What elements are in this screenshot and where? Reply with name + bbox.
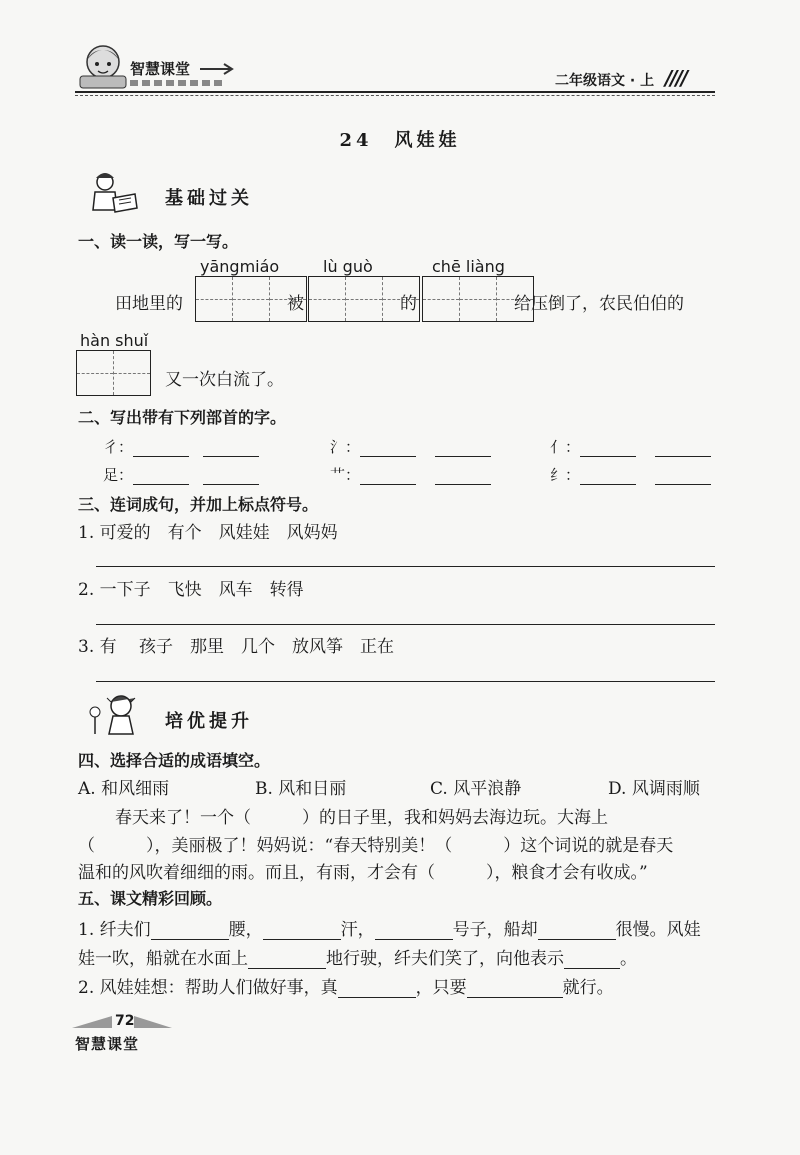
page-number: 72 bbox=[115, 1013, 135, 1029]
q5-text: 就行。 bbox=[562, 978, 614, 998]
section-basic-title: 基础过关 bbox=[165, 188, 253, 209]
section-advanced-title: 培优提升 bbox=[165, 711, 253, 732]
radical-row2 bbox=[103, 464, 259, 485]
q5-text: 地行驶，纤夫们笑了，向他表示 bbox=[326, 949, 564, 969]
answer-blank[interactable] bbox=[151, 925, 229, 940]
answer-line-1[interactable] bbox=[96, 566, 715, 567]
answer-line-2[interactable] bbox=[96, 624, 715, 625]
radical-row1 bbox=[103, 436, 259, 457]
answer-blank[interactable] bbox=[360, 470, 416, 485]
q1-text-3: 的 bbox=[400, 294, 417, 314]
answer-blank[interactable] bbox=[655, 470, 711, 485]
q5-line-3 bbox=[78, 973, 614, 998]
q1-heading: 一、读一读，写一写。 bbox=[78, 232, 239, 251]
q3-heading: 三、连词成句，并加上标点符号。 bbox=[78, 495, 319, 514]
q4-paragraph-1: 春天来了！一个（ ）的日子里，我和妈妈去海边玩。大海上 bbox=[115, 808, 608, 828]
radical-label: 亻： bbox=[550, 438, 581, 456]
arrow-icon bbox=[200, 62, 236, 76]
q3-item-1: 1. 可爱的 有个 风娃娃 风妈妈 bbox=[78, 523, 338, 543]
radical-label: 彳： bbox=[103, 438, 134, 456]
header-girl-illustration bbox=[76, 40, 130, 92]
pinyin-2: lù guò bbox=[323, 257, 373, 276]
q5-text: 很慢。风娃 bbox=[615, 920, 701, 940]
answer-blank[interactable] bbox=[467, 983, 563, 998]
q5-line-1 bbox=[78, 915, 701, 940]
radical-label: 足： bbox=[103, 466, 134, 484]
answer-blank[interactable] bbox=[203, 442, 259, 457]
q1-text-4: 给压倒了，农民伯伯的 bbox=[514, 294, 684, 314]
radical-row2b bbox=[330, 464, 491, 485]
q5-text: 2. 风娃娃想：帮助人们做好事，真 bbox=[78, 978, 338, 998]
answer-blank[interactable] bbox=[263, 925, 341, 940]
radical-row1c bbox=[550, 436, 711, 457]
q5-text: 号子，船却 bbox=[452, 920, 538, 940]
q5-text: 1. 纤夫们 bbox=[78, 920, 151, 940]
q5-heading: 五、课文精彩回顾。 bbox=[78, 889, 223, 908]
boy-reading-icon bbox=[83, 170, 143, 218]
header-grade: 二年级语文 · 上 bbox=[555, 73, 655, 89]
header-dots-decoration bbox=[130, 78, 240, 88]
footer-brand: 智慧课堂 bbox=[75, 1035, 140, 1053]
option-b: B. 风和日丽 bbox=[255, 779, 347, 799]
header-slashes: //// bbox=[665, 66, 687, 90]
header-rule bbox=[75, 91, 715, 93]
q5-text: 腰， bbox=[228, 920, 263, 940]
answer-blank[interactable] bbox=[655, 442, 711, 457]
pinyin-3: chē liàng bbox=[432, 257, 505, 276]
pinyin-4: hàn shuǐ bbox=[80, 331, 149, 350]
q4-paragraph-3: 温和的风吹着细细的雨。而且，有雨，才会有（ ），粮食才会有收成。” bbox=[78, 863, 648, 883]
q1-text-1: 田地里的 bbox=[115, 294, 183, 314]
radical-label: 艹： bbox=[330, 466, 361, 484]
answer-blank[interactable] bbox=[580, 470, 636, 485]
answer-line-3[interactable] bbox=[96, 681, 715, 682]
q5-text: 汗， bbox=[340, 920, 375, 940]
q3-item-2: 2. 一下子 飞快 风车 转得 bbox=[78, 580, 304, 600]
q5-line-2 bbox=[78, 944, 637, 969]
q1-text-2: 被 bbox=[287, 294, 304, 314]
answer-blank[interactable] bbox=[133, 442, 189, 457]
answer-blank[interactable] bbox=[133, 470, 189, 485]
answer-blank[interactable] bbox=[435, 442, 491, 457]
q5-text: ，只要 bbox=[415, 978, 467, 998]
answer-blank[interactable] bbox=[538, 925, 616, 940]
q1-text-5: 又一次白流了。 bbox=[165, 370, 284, 390]
writing-grid-4[interactable] bbox=[76, 350, 151, 396]
option-a: A. 和风细雨 bbox=[78, 779, 170, 799]
q4-paragraph-2: （ ），美丽极了！妈妈说：“春天特别美！（ ）这个词说的就是春天 bbox=[78, 836, 674, 856]
header-rule-dashed bbox=[75, 95, 715, 96]
answer-blank[interactable] bbox=[435, 470, 491, 485]
answer-blank[interactable] bbox=[360, 442, 416, 457]
radical-row1b bbox=[330, 436, 491, 457]
q5-text: 。 bbox=[620, 949, 637, 969]
answer-blank[interactable] bbox=[338, 983, 416, 998]
answer-blank[interactable] bbox=[248, 954, 326, 969]
q5-text: 娃一吹，船就在水面上 bbox=[78, 949, 248, 969]
q2-heading: 二、写出带有下列部首的字。 bbox=[78, 408, 287, 427]
answer-blank[interactable] bbox=[375, 925, 453, 940]
option-c: C. 风平浪静 bbox=[430, 779, 522, 799]
pinyin-1: yāngmiáo bbox=[200, 257, 280, 276]
option-d: D. 风调雨顺 bbox=[608, 779, 700, 799]
radical-label: 氵： bbox=[330, 438, 361, 456]
radical-label: 纟： bbox=[550, 466, 581, 484]
q4-heading: 四、选择合适的成语填空。 bbox=[78, 751, 271, 770]
radical-row2c bbox=[550, 464, 711, 485]
answer-blank[interactable] bbox=[564, 954, 620, 969]
page-title: 24 风娃娃 bbox=[339, 130, 461, 151]
girl-flower-icon bbox=[85, 690, 147, 738]
q3-item-3: 3. 有 孩子 那里 几个 放风筝 正在 bbox=[78, 637, 395, 657]
answer-blank[interactable] bbox=[580, 442, 636, 457]
answer-blank[interactable] bbox=[203, 470, 259, 485]
header-brand: 智慧课堂 bbox=[130, 60, 191, 78]
